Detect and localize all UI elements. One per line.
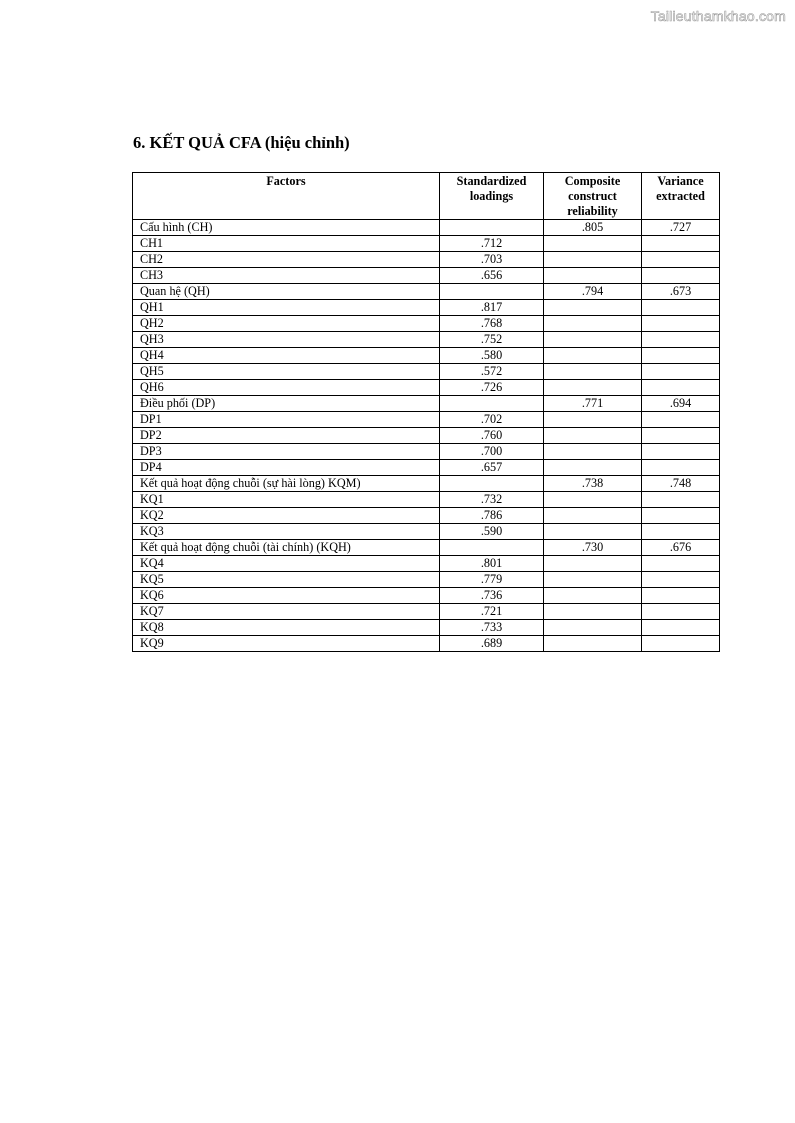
table-row xyxy=(133,380,720,396)
loading-cell xyxy=(440,396,544,412)
table-row xyxy=(133,460,720,476)
loading-cell: .779 xyxy=(440,572,544,588)
factor-name-cell: KQ9 xyxy=(133,636,440,652)
loading-cell: .768 xyxy=(440,316,544,332)
reliability-cell xyxy=(544,268,642,284)
reliability-cell xyxy=(544,380,642,396)
loading-cell xyxy=(440,540,544,556)
table-row xyxy=(133,476,720,492)
reliability-cell xyxy=(544,556,642,572)
reliability-cell xyxy=(544,316,642,332)
factor-name-cell: QH6 xyxy=(133,380,440,396)
loading-cell: .590 xyxy=(440,524,544,540)
factor-name-cell: QH2 xyxy=(133,316,440,332)
variance-cell xyxy=(642,252,720,268)
factor-name-cell: DP3 xyxy=(133,444,440,460)
loading-cell: .760 xyxy=(440,428,544,444)
variance-cell: .748 xyxy=(642,476,720,492)
reliability-cell: .771 xyxy=(544,396,642,412)
factor-name-cell: KQ6 xyxy=(133,588,440,604)
loading-cell: .786 xyxy=(440,508,544,524)
loading-cell: .689 xyxy=(440,636,544,652)
header-factors: Factors xyxy=(133,173,440,220)
reliability-cell xyxy=(544,428,642,444)
table-row xyxy=(133,444,720,460)
loading-cell: .703 xyxy=(440,252,544,268)
factor-name-cell: KQ4 xyxy=(133,556,440,572)
factor-name-cell: QH4 xyxy=(133,348,440,364)
page-title: 6. KẾT QUẢ CFA (hiệu chỉnh) xyxy=(133,133,350,152)
reliability-cell xyxy=(544,364,642,380)
table-row xyxy=(133,220,720,236)
loading-cell xyxy=(440,476,544,492)
table-row xyxy=(133,332,720,348)
table-header-row xyxy=(133,173,720,220)
reliability-cell xyxy=(544,604,642,620)
table-row xyxy=(133,348,720,364)
variance-cell: .676 xyxy=(642,540,720,556)
header-composite-reliability: Composite construct reliability xyxy=(544,173,642,220)
loading-cell: .702 xyxy=(440,412,544,428)
variance-cell xyxy=(642,492,720,508)
reliability-cell xyxy=(544,524,642,540)
variance-cell xyxy=(642,460,720,476)
loading-cell xyxy=(440,220,544,236)
table-row xyxy=(133,636,720,652)
reliability-cell xyxy=(544,300,642,316)
variance-cell xyxy=(642,348,720,364)
variance-cell xyxy=(642,556,720,572)
variance-cell xyxy=(642,428,720,444)
loading-cell xyxy=(440,284,544,300)
loading-cell: .580 xyxy=(440,348,544,364)
table-row xyxy=(133,428,720,444)
reliability-cell xyxy=(544,588,642,604)
table-row xyxy=(133,236,720,252)
table-row xyxy=(133,540,720,556)
variance-cell xyxy=(642,316,720,332)
table-row xyxy=(133,604,720,620)
reliability-cell xyxy=(544,572,642,588)
loading-cell: .732 xyxy=(440,492,544,508)
table-row xyxy=(133,300,720,316)
factor-name-cell: DP2 xyxy=(133,428,440,444)
variance-cell xyxy=(642,380,720,396)
factor-name-cell: KQ3 xyxy=(133,524,440,540)
loading-cell: .733 xyxy=(440,620,544,636)
table-row xyxy=(133,252,720,268)
table-row xyxy=(133,508,720,524)
variance-cell xyxy=(642,236,720,252)
factor-name-cell: KQ7 xyxy=(133,604,440,620)
reliability-cell xyxy=(544,492,642,508)
variance-cell xyxy=(642,620,720,636)
reliability-cell xyxy=(544,636,642,652)
factor-name-cell: KQ8 xyxy=(133,620,440,636)
loading-cell: .712 xyxy=(440,236,544,252)
variance-cell xyxy=(642,508,720,524)
table-row xyxy=(133,396,720,412)
cfa-results-table xyxy=(132,172,720,652)
variance-cell xyxy=(642,636,720,652)
factor-name-cell: QH5 xyxy=(133,364,440,380)
factor-name-cell: Kết quả hoạt động chuỗi (sự hài lòng) KQM) xyxy=(133,476,440,492)
factor-name-cell: KQ2 xyxy=(133,508,440,524)
table-body xyxy=(133,220,720,652)
table-row xyxy=(133,284,720,300)
table-row xyxy=(133,572,720,588)
reliability-cell: .738 xyxy=(544,476,642,492)
reliability-cell xyxy=(544,444,642,460)
variance-cell xyxy=(642,412,720,428)
loading-cell: .656 xyxy=(440,268,544,284)
variance-cell: .694 xyxy=(642,396,720,412)
variance-cell: .727 xyxy=(642,220,720,236)
factor-name-cell: Kết quả hoạt động chuỗi (tài chính) (KQH) xyxy=(133,540,440,556)
table-row xyxy=(133,588,720,604)
variance-cell xyxy=(642,444,720,460)
variance-cell xyxy=(642,604,720,620)
factor-name-cell: CH2 xyxy=(133,252,440,268)
header-standardized-loadings: Standardized loadings xyxy=(440,173,544,220)
watermark: Tailieuthamkhao.com xyxy=(650,8,786,24)
factor-name-cell: DP1 xyxy=(133,412,440,428)
loading-cell: .657 xyxy=(440,460,544,476)
reliability-cell xyxy=(544,236,642,252)
variance-cell xyxy=(642,268,720,284)
factor-name-cell: CH3 xyxy=(133,268,440,284)
variance-cell xyxy=(642,588,720,604)
reliability-cell: .730 xyxy=(544,540,642,556)
factor-name-cell: Quan hệ (QH) xyxy=(133,284,440,300)
loading-cell: .801 xyxy=(440,556,544,572)
reliability-cell: .805 xyxy=(544,220,642,236)
header-variance-extracted: Variance extracted xyxy=(642,173,720,220)
table-row xyxy=(133,316,720,332)
factor-name-cell: KQ1 xyxy=(133,492,440,508)
factor-name-cell: Cấu hình (CH) xyxy=(133,220,440,236)
table-row xyxy=(133,364,720,380)
loading-cell: .736 xyxy=(440,588,544,604)
variance-cell xyxy=(642,572,720,588)
table-row xyxy=(133,620,720,636)
table-header xyxy=(133,173,720,220)
factor-name-cell: CH1 xyxy=(133,236,440,252)
table-row xyxy=(133,556,720,572)
reliability-cell xyxy=(544,412,642,428)
reliability-cell xyxy=(544,252,642,268)
factor-name-cell: KQ5 xyxy=(133,572,440,588)
reliability-cell xyxy=(544,620,642,636)
loading-cell: .752 xyxy=(440,332,544,348)
loading-cell: .817 xyxy=(440,300,544,316)
variance-cell xyxy=(642,332,720,348)
loading-cell: .572 xyxy=(440,364,544,380)
reliability-cell xyxy=(544,348,642,364)
variance-cell: .673 xyxy=(642,284,720,300)
factor-name-cell: Điều phối (DP) xyxy=(133,396,440,412)
factor-name-cell: QH1 xyxy=(133,300,440,316)
table-row xyxy=(133,412,720,428)
variance-cell xyxy=(642,364,720,380)
table-row xyxy=(133,492,720,508)
reliability-cell xyxy=(544,508,642,524)
loading-cell: .700 xyxy=(440,444,544,460)
loading-cell: .726 xyxy=(440,380,544,396)
variance-cell xyxy=(642,524,720,540)
variance-cell xyxy=(642,300,720,316)
reliability-cell xyxy=(544,460,642,476)
table-row xyxy=(133,268,720,284)
loading-cell: .721 xyxy=(440,604,544,620)
reliability-cell: .794 xyxy=(544,284,642,300)
factor-name-cell: DP4 xyxy=(133,460,440,476)
factor-name-cell: QH3 xyxy=(133,332,440,348)
reliability-cell xyxy=(544,332,642,348)
table-row xyxy=(133,524,720,540)
